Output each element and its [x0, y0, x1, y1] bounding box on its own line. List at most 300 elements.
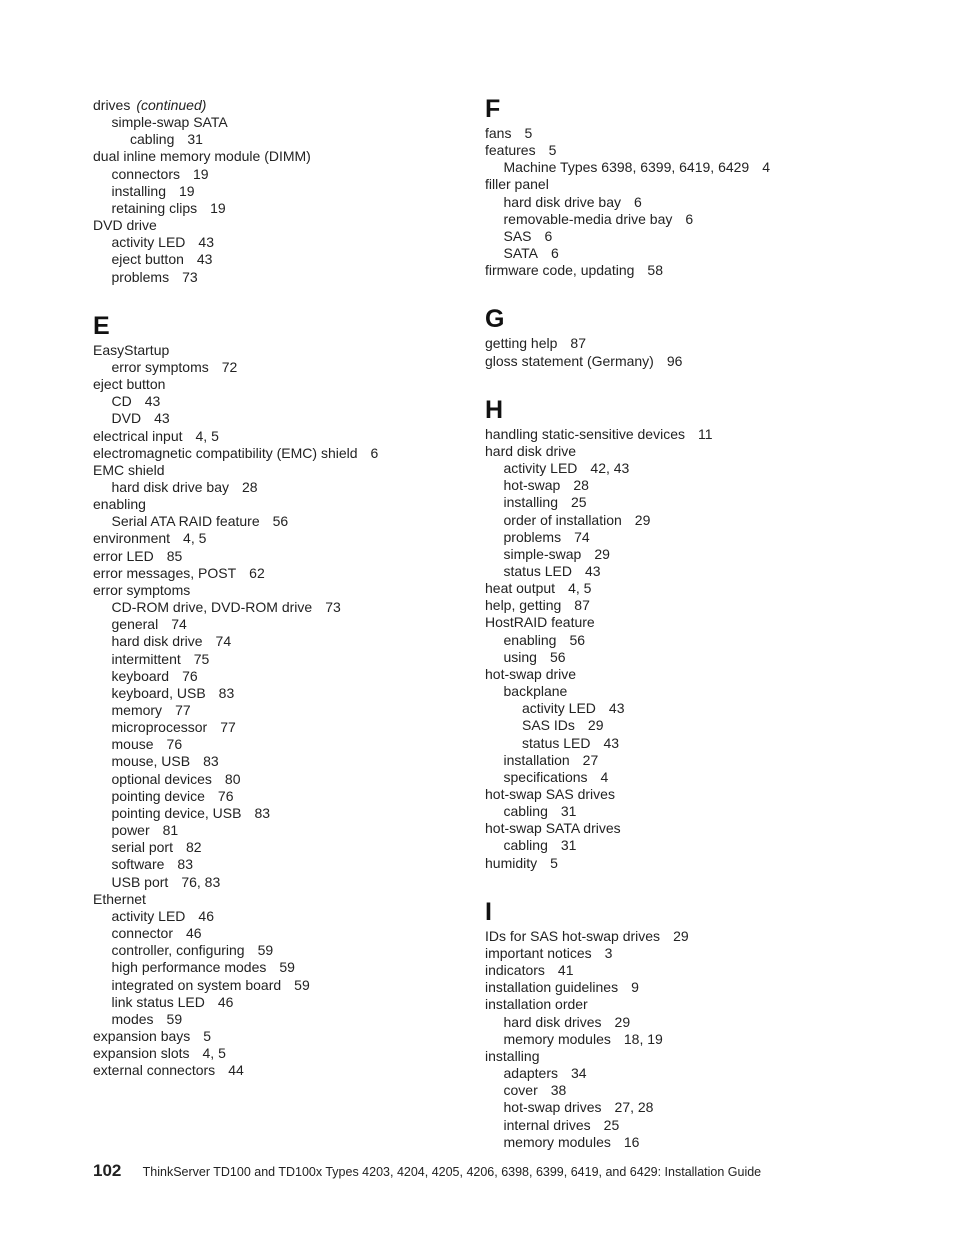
index-entry: [485, 142, 885, 159]
index-term: power: [111, 822, 150, 839]
index-entry: [485, 211, 885, 228]
page-reference: 76, 83: [181, 873, 221, 890]
index-entry: [93, 771, 493, 788]
index-entry: [485, 962, 885, 979]
index-entry: [93, 582, 493, 599]
index-entry: [93, 616, 493, 633]
index-term: cabling: [130, 131, 175, 148]
index-entry: [93, 788, 493, 805]
index-term: installation: [503, 751, 570, 768]
page-reference: 83: [177, 856, 193, 873]
index-entry: [485, 228, 885, 245]
index-term: help, getting: [485, 597, 562, 614]
index-term: keyboard: [111, 667, 170, 684]
page-reference: 72: [221, 358, 238, 375]
index-entry: [485, 159, 885, 176]
index-entry: [93, 874, 493, 891]
section-letter-g: G: [485, 305, 505, 334]
page-reference: 59: [279, 959, 295, 976]
index-term: SAS: [503, 227, 532, 244]
index-entry: [485, 786, 885, 803]
page-reference: 18, 19: [623, 1030, 663, 1047]
page-reference: 29: [587, 717, 604, 734]
index-term: high performance modes: [111, 959, 267, 976]
index-term: DVD drive: [93, 217, 157, 234]
index-entry: [93, 822, 493, 839]
page-reference: 44: [228, 1062, 244, 1079]
index-entry: [93, 166, 493, 183]
page-reference: 82: [185, 839, 202, 856]
page-reference: 56: [272, 513, 289, 530]
index-entry: [93, 651, 493, 668]
index-term: status LED: [503, 562, 572, 579]
index-term: installing: [503, 494, 558, 511]
index-entry: [485, 649, 885, 666]
page-reference: 80: [224, 770, 241, 787]
page-reference: 5: [524, 125, 533, 141]
page-reference: 5: [550, 854, 558, 871]
page-reference: 27: [582, 751, 599, 768]
index-term: activity LED: [111, 234, 186, 251]
index-term: integrated on system board: [111, 976, 282, 993]
index-entry: [485, 335, 885, 352]
index-entry: [93, 599, 493, 616]
page-reference: 29: [614, 1013, 631, 1030]
index-term: cabling: [503, 837, 548, 854]
index-term: hard disk drive bay: [503, 193, 622, 210]
page-reference: 29: [634, 511, 651, 528]
page-reference: 31: [187, 131, 203, 148]
index-term: humidity: [485, 854, 538, 871]
index-term: indicators: [485, 962, 545, 979]
page-reference: 87: [574, 597, 590, 614]
index-entry: [93, 994, 493, 1011]
page-reference: 59: [257, 942, 274, 959]
index-term: intermittent: [111, 650, 181, 667]
index-term: activity LED: [111, 907, 186, 924]
page-reference: 28: [573, 477, 589, 494]
page-reference: 11: [698, 425, 713, 442]
index-entry: [93, 479, 493, 496]
index-term: mouse, USB: [111, 753, 191, 770]
index-entry: [93, 736, 493, 753]
index-entry: [93, 908, 493, 925]
index-entry: [485, 1134, 885, 1151]
page-reference: 74: [171, 616, 187, 633]
page-reference: 41: [557, 962, 574, 979]
index-term: heat output: [485, 580, 556, 597]
index-term: hot-swap SATA drives: [485, 820, 621, 837]
page-reference: 43: [196, 251, 213, 268]
index-term: memory: [111, 702, 163, 718]
index-term: error messages, POST: [93, 564, 237, 581]
index-entry: [485, 752, 885, 769]
page-reference: 83: [218, 684, 235, 701]
index-entry: [485, 666, 885, 683]
index-entry: [485, 194, 885, 211]
index-term: expansion bays: [93, 1027, 191, 1044]
index-entry: [485, 855, 885, 872]
index-term: controller, configuring: [111, 942, 245, 959]
page-reference: 4, 5: [568, 580, 592, 597]
index-term: eject button: [93, 376, 166, 393]
page-reference: 4, 5: [195, 427, 219, 444]
page-reference: 83: [254, 804, 271, 821]
index-term: problems: [503, 528, 562, 545]
index-term: memory modules: [503, 1133, 611, 1150]
index-term: hard disk drive bay: [111, 478, 230, 495]
index-term: SAS IDs: [522, 717, 575, 734]
index-entry: [93, 114, 493, 131]
index-term: installation guidelines: [485, 979, 619, 996]
index-term: firmware code, updating: [485, 262, 635, 279]
page-reference: 46: [217, 993, 234, 1010]
index-term: enabling: [503, 631, 557, 648]
page-reference: 29: [594, 545, 610, 562]
index-entry: [485, 820, 885, 837]
page-reference: 31: [560, 803, 577, 820]
index-term: electrical input: [93, 427, 183, 444]
index-entry: [93, 977, 493, 994]
index-column-left: [93, 97, 493, 1079]
index-term: cover: [503, 1082, 538, 1099]
index-entry: [485, 512, 885, 529]
index-term: important notices: [485, 944, 592, 961]
index-entry: [485, 928, 885, 945]
index-entry: [485, 735, 885, 752]
page-reference: 4, 5: [202, 1045, 226, 1062]
index-term: hot-swap drive: [485, 665, 577, 682]
index-entry: [93, 530, 493, 547]
page-reference: 73: [325, 599, 341, 616]
index-term: problems: [111, 268, 170, 285]
index-entry: [93, 1062, 493, 1079]
page-number: 102: [93, 1161, 122, 1180]
index-entry: [93, 183, 493, 200]
index-term: activity LED: [503, 460, 578, 477]
page-reference: 43: [608, 700, 625, 717]
index-entry: [93, 445, 493, 462]
page-reference: 42, 43: [590, 460, 630, 477]
page-reference: 43: [154, 410, 170, 427]
page-reference: 56: [549, 648, 566, 665]
continued-label: (continued): [136, 97, 207, 113]
index-term: IDs for SAS hot-swap drives: [485, 927, 661, 944]
page-reference: 56: [569, 631, 586, 648]
index-term: order of installation: [503, 511, 622, 528]
index-term: cabling: [503, 803, 548, 820]
index-entry: [485, 125, 885, 142]
page-reference: 85: [166, 547, 183, 564]
index-entry: [93, 513, 493, 530]
index-entry: [93, 393, 493, 410]
index-term: status LED: [522, 734, 591, 751]
index-entry: [485, 262, 885, 279]
index-entry: [93, 342, 493, 359]
section-letter-f: F: [485, 95, 501, 123]
index-entry: [93, 633, 493, 650]
index-term: error symptoms: [111, 358, 209, 375]
page-reference: 73: [182, 268, 198, 285]
page-reference: 62: [249, 564, 265, 581]
page-reference: 6: [551, 245, 559, 262]
page-reference: 25: [570, 494, 587, 511]
index-entry: [485, 632, 885, 649]
index-entry: [485, 494, 885, 511]
index-entry: [93, 234, 493, 251]
index-term: retaining clips: [111, 199, 198, 216]
index-entry: [93, 131, 493, 148]
index-term: fans: [485, 125, 512, 141]
index-entry: [485, 614, 885, 631]
index-entry: [485, 529, 885, 546]
index-entry: [93, 359, 493, 376]
index-term: hot-swap: [503, 477, 561, 494]
index-entry: [93, 1011, 493, 1028]
index-term: handling static-sensitive devices: [485, 425, 685, 442]
index-entry: [93, 702, 493, 719]
index-entry: [485, 580, 885, 597]
index-entry: [485, 353, 885, 370]
index-entry: [485, 1014, 885, 1031]
index-entry: [93, 1028, 493, 1045]
index-term: microprocessor: [111, 719, 208, 736]
page-reference: 75: [193, 650, 210, 667]
index-entry: [485, 426, 885, 443]
page-reference: 29: [673, 927, 689, 944]
index-term: dual inline memory module (DIMM): [93, 148, 311, 165]
page-reference: 19: [192, 165, 209, 182]
page-reference: 19: [178, 182, 195, 199]
index-entry: [93, 97, 493, 114]
index-entry: [485, 1082, 885, 1099]
index-term: hard disk drive: [485, 442, 577, 459]
index-term: DVD: [111, 410, 142, 427]
index-term: eject button: [111, 251, 184, 268]
index-term: expansion slots: [93, 1045, 190, 1062]
index-entry: [485, 700, 885, 717]
index-entry: [485, 563, 885, 580]
index-term: Serial ATA RAID feature: [111, 513, 260, 530]
index-entry: [93, 200, 493, 217]
page-reference: 6: [370, 444, 379, 461]
index-entry: [93, 839, 493, 856]
index-term: external connectors: [93, 1062, 216, 1079]
index-term: drives: [93, 97, 131, 113]
index-term: HostRAID feature: [485, 614, 595, 631]
index-term: Machine Types 6398, 6399, 6419, 6429: [503, 159, 750, 176]
page-reference: 28: [242, 478, 258, 495]
index-entry: [485, 1031, 885, 1048]
page-reference: 31: [560, 837, 577, 854]
index-entry: [93, 891, 493, 908]
page-reference: 6: [634, 193, 642, 210]
index-term: serial port: [111, 839, 173, 856]
index-entry: [93, 148, 493, 165]
page-reference: 87: [570, 335, 586, 352]
page-reference: 38: [550, 1082, 567, 1099]
page-reference: 25: [603, 1116, 620, 1133]
index-term: hot-swap SAS drives: [485, 786, 615, 802]
index-entry: [485, 769, 885, 786]
index-entry: [93, 565, 493, 582]
index-entry: [93, 251, 493, 268]
index-term: hard disk drive: [111, 633, 203, 650]
page-reference: 43: [198, 234, 214, 251]
page-reference: 74: [215, 633, 232, 650]
index-term: installing: [485, 1047, 540, 1064]
index-entry: [93, 410, 493, 427]
footer-text: ThinkServer TD100 and TD100x Types 4203, 4204, 4205, 4206, 6398, 6399, 6419, and 6429: Installation Guide: [142, 1165, 762, 1179]
index-term: features: [485, 142, 536, 159]
index-entry: [485, 803, 885, 820]
index-entry: [93, 217, 493, 234]
index-term: USB port: [111, 873, 169, 890]
index-entry: [485, 245, 885, 262]
index-entry: [93, 1045, 493, 1062]
section-letter-i: I: [485, 897, 492, 926]
index-term: mouse: [111, 736, 154, 753]
index-term: keyboard, USB: [111, 684, 206, 701]
page-reference: 16: [623, 1133, 640, 1150]
index-term: backplane: [503, 683, 568, 700]
index-entry: [485, 837, 885, 854]
index-entry: [93, 548, 493, 565]
index-term: environment: [93, 530, 171, 547]
index-term: link status LED: [111, 993, 205, 1010]
page-reference: 96: [666, 352, 683, 369]
index-term: installation order: [485, 996, 588, 1013]
index-term: using: [503, 648, 537, 665]
index-term: pointing device: [111, 787, 205, 804]
index-term: CD-ROM drive, DVD-ROM drive: [111, 599, 313, 616]
index-term: CD: [111, 393, 132, 410]
index-entry: [93, 685, 493, 702]
index-term: error LED: [93, 547, 154, 564]
index-entry: [93, 462, 493, 479]
index-entry: [93, 428, 493, 445]
index-term: electromagnetic compatibility (EMC) shield: [93, 444, 358, 461]
index-entry: [485, 1048, 885, 1065]
index-entry: [93, 668, 493, 685]
page-reference: 5: [548, 142, 557, 159]
section-letter-e: E: [93, 311, 110, 340]
page-reference: 3: [604, 944, 613, 961]
index-term: general: [111, 616, 159, 633]
index-entry: [485, 546, 885, 563]
index-entry: [93, 269, 493, 286]
index-term: connectors: [111, 165, 180, 182]
index-term: error symptoms: [93, 581, 191, 598]
page-reference: 77: [220, 719, 236, 736]
index-term: gloss statement (Germany): [485, 352, 654, 369]
page-reference: 4: [600, 768, 609, 785]
page-footer: [93, 1161, 761, 1181]
index-entry: [485, 597, 885, 614]
index-term: filler panel: [485, 176, 549, 193]
section-letter-h: H: [485, 395, 504, 424]
page-reference: 81: [162, 822, 179, 839]
index-entry: [93, 376, 493, 393]
index-entry: [93, 719, 493, 736]
index-term: hard disk drives: [503, 1013, 602, 1030]
index-entry: [93, 496, 493, 513]
page-reference: 6: [685, 210, 694, 227]
index-term: pointing device, USB: [111, 804, 242, 821]
index-term: simple-swap: [503, 545, 582, 562]
page-reference: 46: [185, 925, 202, 942]
index-term: EasyStartup: [93, 341, 170, 358]
index-entry: [485, 1117, 885, 1134]
index-term: activity LED: [522, 700, 596, 717]
page-reference: 76: [166, 736, 183, 753]
index-entry: [485, 996, 885, 1013]
index-term: specifications: [503, 768, 588, 785]
index-entry: [93, 959, 493, 976]
index-entry: [485, 979, 885, 996]
index-term: hot-swap drives: [503, 1099, 602, 1116]
index-column-right: [485, 97, 885, 1151]
index-term: getting help: [485, 335, 558, 352]
index-term: memory modules: [503, 1030, 611, 1047]
index-entry: [485, 443, 885, 460]
index-term: adapters: [503, 1065, 558, 1082]
index-term: connector: [111, 925, 173, 942]
page-reference: 46: [198, 907, 214, 924]
page-reference: 43: [584, 562, 601, 579]
page-reference: 76: [217, 787, 234, 804]
index-entry: [485, 717, 885, 734]
page-reference: 9: [631, 979, 639, 996]
page-reference: 43: [144, 393, 161, 410]
index-term: removable-media drive bay: [503, 210, 673, 227]
index-term: EMC shield: [93, 461, 165, 478]
page-reference: 59: [166, 1010, 183, 1027]
index-entry: [93, 856, 493, 873]
page-reference: 4: [762, 159, 771, 176]
index-term: enabling: [93, 496, 146, 513]
index-entry: [93, 925, 493, 942]
index-entry: [93, 805, 493, 822]
page-reference: 43: [603, 734, 620, 751]
index-entry: [485, 477, 885, 494]
index-entry: [485, 1065, 885, 1082]
page-reference: 77: [175, 702, 191, 718]
index-term: Ethernet: [93, 890, 146, 907]
page-reference: 4, 5: [183, 530, 207, 547]
index-entry: [93, 942, 493, 959]
index-term: installing: [111, 182, 166, 199]
index-term: optional devices: [111, 770, 212, 787]
index-entry: [485, 176, 885, 193]
index-term: modes: [111, 1010, 154, 1027]
index-entry: [485, 460, 885, 477]
index-term: internal drives: [503, 1116, 591, 1133]
page-reference: 59: [294, 976, 310, 993]
index-term: SATA: [503, 245, 538, 262]
index-entry: [485, 945, 885, 962]
index-entry: [93, 753, 493, 770]
page-reference: 74: [574, 528, 590, 545]
page-reference: 83: [203, 753, 219, 770]
page-reference: 27, 28: [614, 1099, 654, 1116]
page-reference: 5: [203, 1027, 212, 1044]
page-reference: 34: [570, 1065, 587, 1082]
index-entry: [485, 1099, 885, 1116]
page-reference: 6: [544, 227, 553, 244]
index-term: software: [111, 856, 165, 873]
page-reference: 58: [647, 262, 663, 279]
